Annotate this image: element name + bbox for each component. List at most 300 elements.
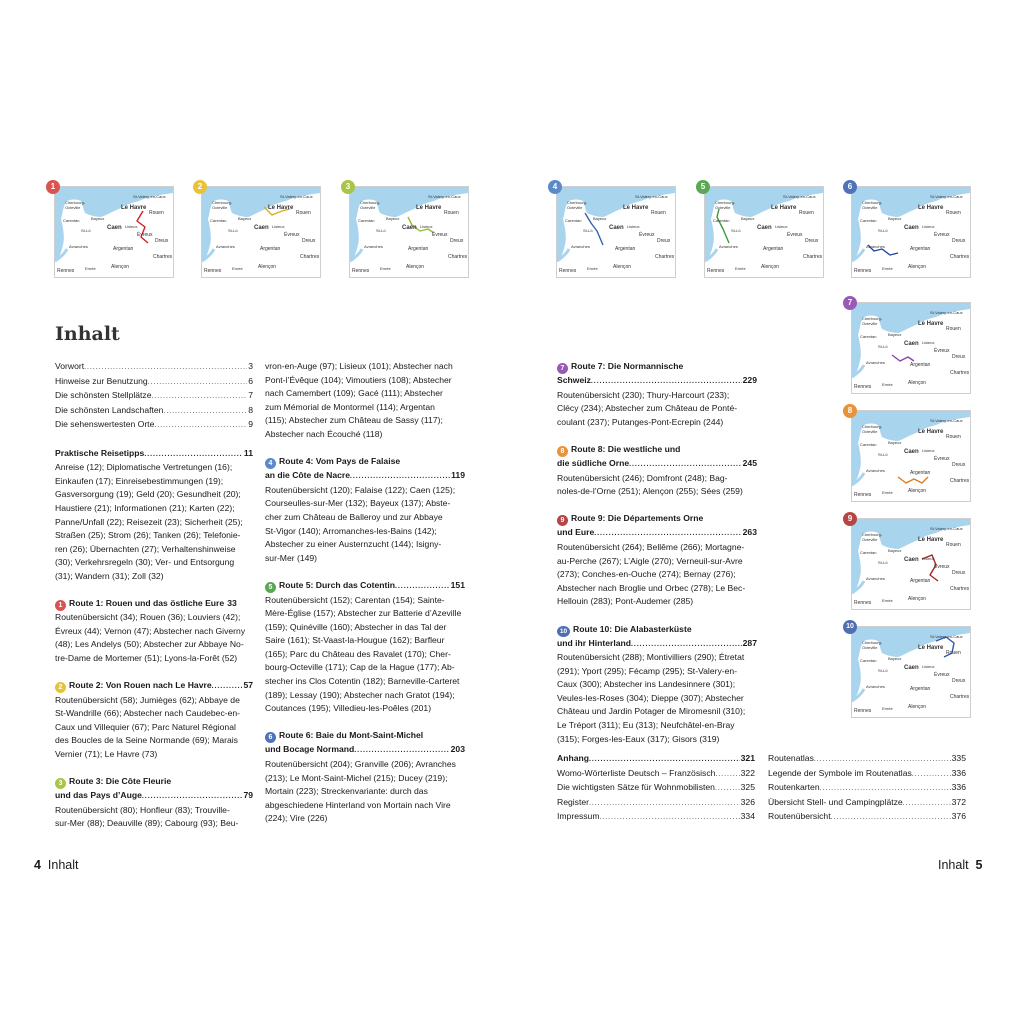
toc-entry[interactable]: Anhang . . . 321 xyxy=(557,752,755,767)
toc-detail-line: Coutances (195); Villedieu-les-Poêles (201) xyxy=(265,703,432,714)
map-town-label: St-Lô xyxy=(376,228,386,233)
map-town-label: St-Valery-en-Caux xyxy=(930,526,963,531)
map-town-label: Avranches xyxy=(866,360,885,365)
page-number-right: 5 xyxy=(975,858,983,872)
toc-detail-line: (165); Parc du Château des Ravalet (170); Cher- xyxy=(265,648,451,659)
route-7-badge: 7 xyxy=(557,363,568,374)
map-town-label: Alençon xyxy=(406,264,425,270)
map-town-label: Alençon xyxy=(761,264,780,270)
map-town-label: Rouen xyxy=(946,542,961,548)
toc-detail-line: Abstecher zu einer Austernzucht (144); Isigny- xyxy=(265,539,442,550)
toc-appendix xyxy=(557,752,755,825)
toc-detail-line: des Boucles de la Seine Normande (69); Marais xyxy=(55,735,238,746)
map-town-label: Le Havre xyxy=(918,429,944,435)
route-4-badge: 4 xyxy=(265,458,276,469)
toc-detail-line: Château und Jardin Potager de Miromesnil (310); xyxy=(557,706,746,717)
map-town-label: St-Valery-en-Caux xyxy=(133,194,166,199)
toc-entry[interactable]: Die wichtigsten Sätze für Wohnmobilisten . . . 325 xyxy=(557,781,755,796)
toc-detail-line: (213); Le Mont-Saint-Michel (215); Ducey (219); xyxy=(265,772,448,783)
map-town-label: Avranches xyxy=(571,244,590,249)
toc-detail-line: Routenübersicht (264); Bellême (266); Mortagne- xyxy=(557,541,745,552)
toc-entry-route-5[interactable]: 5 Route 5: Durch das Cotentin . . . 151 xyxy=(265,579,465,594)
toc-entry[interactable]: Register . . . 326 xyxy=(557,796,755,811)
map-town-label: Lisieux xyxy=(922,664,935,669)
map-town-label: Lisieux xyxy=(272,224,285,229)
map-town-label: Rouen xyxy=(444,210,459,216)
route-number-badge: 6 xyxy=(843,180,857,194)
map-town-label: Le Havre xyxy=(918,205,944,211)
map-town-label: Rouen xyxy=(946,434,961,440)
map-town-label: Bayeux xyxy=(386,216,400,221)
route-9-badge: 9 xyxy=(557,515,568,526)
toc-detail-line: cher zum Château de Balleroy und zur Abbaye xyxy=(265,511,443,522)
route-number-badge: 10 xyxy=(843,620,857,634)
toc-entry[interactable]: Die schönsten Stellplätze . . . 7 xyxy=(55,389,253,404)
map-town-label: Dreux xyxy=(155,238,169,244)
toc-detail-line: au-Perche (267); L’Aigle (270); Verneuil-sur-Avre xyxy=(557,555,743,566)
map-town-label: Bayeux xyxy=(741,216,755,221)
toc-detail-line: (189); Lessay (190); Abstecher nach Gratot (194); xyxy=(265,689,455,700)
map-town-label: Rennes xyxy=(854,600,872,606)
map-town-label: Dreux xyxy=(952,238,966,244)
map-town-label: Alençon xyxy=(908,380,927,386)
map-town-label: Argentan xyxy=(910,578,931,584)
toc-detail-line: ren (26); Übernachten (27); Verhaltenshinweise xyxy=(55,543,236,554)
map-town-label: Le Havre xyxy=(918,645,944,651)
map-town-label: St-Lô xyxy=(228,228,238,233)
route-map-thumbnail[interactable] xyxy=(851,302,971,394)
toc-detail-line: Caux (300); Abstecher ins Landesinnere (301); xyxy=(557,679,736,690)
toc-entry[interactable]: Routenübersicht . . . 376 xyxy=(768,810,966,825)
map-town-label: Caen xyxy=(757,225,772,231)
map-town-label: Avranches xyxy=(69,244,88,249)
toc-entry[interactable]: Impressum . . . 334 xyxy=(557,810,755,825)
toc-entry-route-8[interactable]: 8 Route 8: Die westliche und xyxy=(557,443,757,457)
page-number-left: 4 xyxy=(34,858,41,872)
map-town-label: Dreux xyxy=(952,462,966,468)
map-town-label: Bayeux xyxy=(888,656,902,661)
map-town-label: St-Lô xyxy=(878,560,888,565)
map-town-label: Avranches xyxy=(866,244,885,249)
route-6-badge: 6 xyxy=(265,732,276,743)
route-map-thumbnail[interactable] xyxy=(349,186,469,278)
map-town-label: St-Lô xyxy=(878,668,888,673)
toc-detail-line: Mortain (223); Streckenvariante: durch das xyxy=(265,786,428,797)
map-town-label: Avranches xyxy=(866,684,885,689)
map-town-label: St-Lô xyxy=(878,344,888,349)
map-town-label: Octeville xyxy=(862,645,878,650)
map-town-label: Rouen xyxy=(651,210,666,216)
toc-detail-line: (30); Verkehrsregeln (30); Ver- und Entsorgung xyxy=(55,557,235,568)
map-town-label: Caen xyxy=(609,225,624,231)
map-town-label: St-Valery-en-Caux xyxy=(783,194,816,199)
map-town-label: Chartres xyxy=(950,478,970,484)
route-map-thumbnail[interactable] xyxy=(704,186,824,278)
toc-detail-line: Routenübersicht (120); Falaise (122); Caen (125); xyxy=(265,484,456,495)
route-8-badge: 8 xyxy=(557,446,568,457)
map-town-label: Chartres xyxy=(448,254,468,260)
toc-detail-line: sur-Mer (88); Deauville (89); Cabourg (93); Beu- xyxy=(55,818,239,829)
map-town-label: St-Lô xyxy=(583,228,593,233)
route-number-badge: 3 xyxy=(341,180,355,194)
toc-detail-line: Pont-l’Évêque (104); Vimoutiers (108); Abstecher xyxy=(265,374,452,385)
toc-detail-line: Saire (161); St-Vaast-la-Hougue (162); Barfleur xyxy=(265,635,445,646)
toc-detail-line: Routenübersicht (288); Montivilliers (290); Étretat xyxy=(557,652,745,663)
map-town-label: Dreux xyxy=(952,678,966,684)
toc-detail-line: Courseulles-sur-Mer (132); Bayeux (137); Abste- xyxy=(265,498,451,509)
map-town-label: Alençon xyxy=(908,704,927,710)
toc-detail-line: Routenübersicht (58); Jumièges (62); Abbaye de xyxy=(55,694,240,705)
map-town-label: Lisieux xyxy=(922,556,935,561)
route-number-badge: 2 xyxy=(193,180,207,194)
toc-detail-line: (273); Conches-en-Ouche (274); Bernay (276); xyxy=(557,569,736,580)
toc-detail-line: bourg-Octeville (171); Cap de la Hague (177); Ab- xyxy=(265,662,455,673)
toc-entry-route-7[interactable]: 7 Route 7: Die Normannische xyxy=(557,360,757,374)
toc-entry[interactable]: Hinweise zur Benutzung . . . 6 xyxy=(55,375,253,390)
map-town-label: Avranches xyxy=(364,244,383,249)
map-town-label: Cherbourg- xyxy=(715,200,736,205)
map-town-label: Chartres xyxy=(950,586,970,592)
map-town-label: Carentan xyxy=(210,218,227,223)
toc-detail-line: Routenübersicht (80); Honfleur (83); Trouville- xyxy=(55,804,230,815)
map-town-label: St-Valery-en-Caux xyxy=(930,634,963,639)
map-town-label: Évreux xyxy=(639,232,655,238)
toc-detail-line: Routenübersicht (204); Granville (206); Avranches xyxy=(265,759,456,770)
map-town-label: Dreux xyxy=(805,238,819,244)
map-town-label: Alençon xyxy=(908,488,927,494)
toc-detail-line: stecher ins Clos Cotentin (182); Barneville-Carteret xyxy=(265,676,460,687)
toc-detail-line: (159); Quinéville (160); Abstecher in das Tal der xyxy=(265,621,447,632)
toc-entry[interactable]: Routenatlas . . . 335 xyxy=(768,752,966,767)
map-town-label: Rouen xyxy=(946,650,961,656)
map-town-label: Carentan xyxy=(565,218,582,223)
toc-detail-line: Hellouin (283); Pont-Audemer (285) xyxy=(557,596,694,607)
toc-entry-route-4[interactable]: 4 Route 4: Vom Pays de Falaise xyxy=(265,455,465,469)
map-town-label: Octeville xyxy=(65,205,81,210)
map-town-label: Rennes xyxy=(854,384,872,390)
map-town-label: Bayeux xyxy=(888,440,902,445)
toc-detail-line: (291); Yport (295); Fécamp (295); St-Valery-en- xyxy=(557,665,738,676)
map-town-label: Cherbourg- xyxy=(65,200,86,205)
map-town-label: Rouen xyxy=(296,210,311,216)
map-town-label: Cherbourg- xyxy=(862,424,883,429)
map-town-label: Argentan xyxy=(763,246,784,252)
map-town-label: Lisieux xyxy=(922,448,935,453)
map-town-label: Ernée xyxy=(735,266,746,271)
map-town-label: Bayeux xyxy=(888,216,902,221)
map-town-label: Ernée xyxy=(882,382,893,387)
map-town-label: Rouen xyxy=(946,210,961,216)
toc-entry-route-1[interactable]: 1 Route 1: Rouen und das östliche Eure 33 xyxy=(55,597,253,611)
toc-detail-line: coulant (237); Putanges-Pont-Ecrepin (244) xyxy=(557,416,724,427)
map-town-label: Bayeux xyxy=(91,216,105,221)
map-town-label: Bayeux xyxy=(593,216,607,221)
map-town-label: Carentan xyxy=(358,218,375,223)
toc-detail-line: Abstecher nach Écouché (118) xyxy=(265,428,383,439)
map-town-label: Ernée xyxy=(882,490,893,495)
map-town-label: Avranches xyxy=(866,576,885,581)
toc-entry-route-10[interactable]: 10 Route 10: Die Alabasterküste xyxy=(557,623,757,637)
map-town-label: Chartres xyxy=(153,254,173,260)
toc-entry[interactable]: Die sehenswertesten Orte . . . 9 xyxy=(55,418,253,433)
map-town-label: Lisieux xyxy=(775,224,788,229)
map-town-label: Rennes xyxy=(204,268,222,274)
toc-entry-route-6[interactable]: 6 Route 6: Baie du Mont-Saint-Michel xyxy=(265,729,465,743)
map-town-label: Dreux xyxy=(450,238,464,244)
map-town-label: Le Havre xyxy=(121,205,147,211)
map-town-label: Rennes xyxy=(559,268,577,274)
map-town-label: Alençon xyxy=(613,264,632,270)
toc-detail-line: Routenübersicht (34); Rouen (36); Louviers (42); xyxy=(55,612,241,623)
route-number-badge: 5 xyxy=(696,180,710,194)
map-town-label: Avranches xyxy=(866,468,885,473)
toc-entry-reisetipps[interactable]: Praktische Reisetipps . . . 11 xyxy=(55,447,253,462)
toc-detail-line: abgeschiedene Hinterland von Mortain nach Vire xyxy=(265,799,451,810)
route-number-badge: 7 xyxy=(843,296,857,310)
toc-detail-line: Routenübersicht (230); Thury-Harcourt (233); xyxy=(557,389,730,400)
map-town-label: Caen xyxy=(402,225,417,231)
route-2-badge: 2 xyxy=(55,682,66,693)
map-town-label: Le Havre xyxy=(416,205,442,211)
map-town-label: Évreux xyxy=(137,232,153,238)
map-town-label: Le Havre xyxy=(623,205,649,211)
toc-detail-line: (31); Wandern (31); Zoll (32) xyxy=(55,570,164,581)
toc-entry-route-9[interactable]: 9 Route 9: Die Départements Orne xyxy=(557,512,757,526)
map-town-label: Caen xyxy=(904,449,919,455)
map-town-label: Argentan xyxy=(408,246,429,252)
map-town-label: St-Valery-en-Caux xyxy=(930,194,963,199)
toc-detail-line: Veules-les-Roses (304); Dieppe (307); Abstecher xyxy=(557,692,744,703)
toc-detail-line: Routenübersicht (152); Carentan (154); Sainte- xyxy=(265,594,445,605)
toc-detail-line: Anreise (12); Diplomatische Vertretungen (16); xyxy=(55,462,233,473)
toc-entry-route-3[interactable]: 3 Route 3: Die Côte Fleurie xyxy=(55,775,253,789)
toc-entry-route-2[interactable]: 2 Route 2: Von Rouen nach Le Havre . . . 57 xyxy=(55,679,253,694)
map-town-label: Dreux xyxy=(302,238,316,244)
toc-entry[interactable]: Legende der Symbole im Routenatlas . . . 336 xyxy=(768,767,966,782)
map-town-label: Caen xyxy=(904,665,919,671)
map-town-label: Alençon xyxy=(908,596,927,602)
map-town-label: Rennes xyxy=(57,268,75,274)
toc-column-4 xyxy=(768,752,966,825)
route-10-badge: 10 xyxy=(557,626,570,637)
map-town-label: Chartres xyxy=(300,254,320,260)
toc-detail-line: Straßen (25); Strom (26); Tanken (26); Telefonie- xyxy=(55,530,241,541)
map-town-label: Argentan xyxy=(910,686,931,692)
map-town-label: Ernée xyxy=(587,266,598,271)
map-town-label: Caen xyxy=(904,225,919,231)
toc-detail-line: Panne/Unfall (22); Reisezeit (23); Sicherheit (25); xyxy=(55,516,243,527)
map-town-label: Cherbourg- xyxy=(862,640,883,645)
map-town-label: Lisieux xyxy=(125,224,138,229)
map-town-label: St-Lô xyxy=(878,452,888,457)
map-town-label: Rennes xyxy=(854,492,872,498)
map-town-label: Chartres xyxy=(950,694,970,700)
map-town-label: Bayeux xyxy=(238,216,252,221)
map-town-label: Rennes xyxy=(854,268,872,274)
footer-right xyxy=(938,858,983,872)
toc-entry[interactable]: Die schönsten Landschaften . . . 8 xyxy=(55,404,253,419)
toc-detail-line: Clécy (234); Abstecher zum Château de Ponté- xyxy=(557,403,738,414)
map-town-label: Octeville xyxy=(567,205,583,210)
map-town-label: Ernée xyxy=(882,266,893,271)
map-town-label: St-Valery-en-Caux xyxy=(635,194,668,199)
route-map-thumbnail[interactable] xyxy=(851,518,971,610)
map-town-label: Carentan xyxy=(63,218,80,223)
map-town-label: Ernée xyxy=(85,266,96,271)
map-town-label: Octeville xyxy=(862,429,878,434)
toc-detail-line: Routenübersicht (246); Domfront (248); Bag- xyxy=(557,472,728,483)
map-town-label: Alençon xyxy=(111,264,130,270)
toc-detail-line: (115); Abstecher zum Château de Sassy (117); xyxy=(265,415,443,426)
map-town-label: Le Havre xyxy=(268,205,294,211)
map-town-label: Argentan xyxy=(260,246,281,252)
toc-detail-line: Mère-Église (157); Abstecher zur Batterie d’Azeville xyxy=(265,608,462,619)
map-town-label: Chartres xyxy=(950,370,970,376)
map-town-label: Rouen xyxy=(799,210,814,216)
toc-detail-line: nach Camembert (109); Gacé (111); Abstecher xyxy=(265,388,443,399)
map-town-label: Alençon xyxy=(908,264,927,270)
route-map-thumbnail[interactable] xyxy=(201,186,321,278)
map-town-label: Évreux xyxy=(934,456,950,462)
toc-detail-line: sur-Mer (149) xyxy=(265,552,318,563)
map-town-label: Chartres xyxy=(950,254,970,260)
map-town-label: Rennes xyxy=(707,268,725,274)
map-town-label: Lisieux xyxy=(420,224,433,229)
map-town-label: Carentan xyxy=(860,218,877,223)
toc-column-3: 7 Route 7: Die Normannische Schweiz . . . 229 Routenübersicht (230); Thury-Harcourt (233); Clécy (234); Abstecher zum Château de Ponté- coulant (237); Putanges-Pont-Ecrepin (244) 8 Route 8: Die westliche und die südliche Orne . . . 245 Routenübersicht (246); Domfront (248); Bag- noles-de-l’Orne (251); Alençon (255); Sées (259) 9 Route 9: Die Départements Orne und Eure . . . 263 Routenübersicht (264); Bellême (266); Mortagne- au-Perche (267); L’Aigle (270); Verneuil-sur-Avre (273); Conches-en-Ouche (274); Bernay (276); Abstecher nach Broglie und Orbec (278); Le Bec- Hellouin (283); Pont-Audemer (285) 10 Route 10: Die Alabasterküste und ihr Hinterland . . . 287 Routenübersicht (288); Montivilliers (290); Étretat (291); Yport (295); Fécamp (295); St-Valery-en- Caux (300); Abstecher ins Landesinnere (301); Veules-les-Roses (304); Dieppe (307); Abstecher Château und Jardin Potager de Miromesnil (310); Le Tréport (311); Eu (313); Neufchâtel-en-Bray (315); Forges-les-Eaux (317); Gisors (319) xyxy=(557,360,757,746)
map-town-label: Le Havre xyxy=(771,205,797,211)
toc-entry[interactable]: Vorwort . . . 3 xyxy=(55,360,253,375)
route-map-thumbnail[interactable] xyxy=(556,186,676,278)
map-town-label: St-Valery-en-Caux xyxy=(930,418,963,423)
toc-entry[interactable]: Womo-Wörterliste Deutsch – Französisch . . . 322 xyxy=(557,767,755,782)
map-town-label: Bayeux xyxy=(888,332,902,337)
toc-detail-line: Einkaufen (17); Einreisebestimmungen (19); xyxy=(55,475,224,486)
map-town-label: Dreux xyxy=(657,238,671,244)
map-town-label: Carentan xyxy=(860,334,877,339)
map-town-label: Ernée xyxy=(232,266,243,271)
map-town-label: Carentan xyxy=(860,442,877,447)
map-town-label: Bayeux xyxy=(888,548,902,553)
map-town-label: Ernée xyxy=(882,598,893,603)
route-map-thumbnail[interactable] xyxy=(851,186,971,278)
map-town-label: Cherbourg- xyxy=(212,200,233,205)
route-number-badge: 1 xyxy=(46,180,60,194)
map-town-label: Octeville xyxy=(212,205,228,210)
map-town-label: Argentan xyxy=(910,470,931,476)
map-town-label: Évreux xyxy=(934,672,950,678)
map-town-label: Carentan xyxy=(713,218,730,223)
map-town-label: St-Valery-en-Caux xyxy=(280,194,313,199)
route-number-badge: 9 xyxy=(843,512,857,526)
toc-detail-line: (48); Les Andelys (50); Abstecher zur Abbaye No- xyxy=(55,639,244,650)
map-town-label: Évreux xyxy=(934,232,950,238)
running-head-left: Inhalt xyxy=(47,858,79,872)
footer-left xyxy=(34,858,79,872)
map-town-label: Lisieux xyxy=(627,224,640,229)
toc-detail-line: vron-en-Auge (97); Lisieux (101); Abstecher nach xyxy=(265,361,453,371)
map-town-label: Caen xyxy=(254,225,269,231)
map-town-label: Dreux xyxy=(952,570,966,576)
map-town-label: Chartres xyxy=(655,254,675,260)
toc-detail-line: St-Wandrille (66); Abstecher nach Caudebec-en- xyxy=(55,708,241,719)
toc-detail-line: Vernier (71); Le Havre (73) xyxy=(55,749,158,760)
map-town-label: Alençon xyxy=(258,264,277,270)
map-town-label: Rouen xyxy=(946,326,961,332)
map-town-label: St-Lô xyxy=(731,228,741,233)
map-town-label: Caen xyxy=(904,557,919,563)
map-town-label: Rouen xyxy=(149,210,164,216)
route-5-badge: 5 xyxy=(265,582,276,593)
toc-detail-line: Évreux (44); Vernon (47); Abstecher nach Giverny xyxy=(55,625,246,636)
toc-column-1: Vorwort . . . 3 Hinweise zur Benutzung . . . 6 Die schönsten Stellplätze . . . 7 Die schönsten Landschaften . . . 8 Die sehenswertesten Orte . . . 9 Praktische Reisetipps . . . 11 Anreise (12); Diplomatische Vertretungen (16); Einkaufen (17); Einreisebestimmungen (19); Gasversorgung (19); Geld (20); Gesundheit (20); Haustiere (21); Informationen (21); Karten (22); Panne/Unfall (22); Reisezeit (23); Sicherheit (25); Straßen (25); Strom (26); Tanken (26); Telefonie- ren (26); Übernachten (27); Verhaltenshinweise (30); Verkehrsregeln (30); Ver- und Entsorgung (31); Wandern (31); Zoll (32) 1 Route 1: Rouen und das östliche Eure 33 Routenübersicht (34); Rouen (36); Louviers (42); Évreux (44); Vernon (47); Abstecher nach Giverny (48); Les Andelys (50); Abstecher zur Abbaye No- tre-Dame de Mortemer (51); Lyons-la-Forêt (52) 2 Route 2: Von Rouen nach Le Havre . . . 57 Routenübersicht (58); Jumièges (62); Abbaye de St-Wandrille (66); Abstecher nach Caudebec-en- Caux und Villequier (67); Parc Naturel Régional des Boucles de la Seine Normande (69); Marais Vernier (71); Le Havre (73) 3 Route 3: Die Côte Fleurie und das Pays d’Auge . . . 79 Routenübersicht (80); Honfleur (83); Trouville- sur-Mer (88); Deauville (89); Cabourg (93); Beu- xyxy=(55,360,253,831)
route-map-thumbnail[interactable] xyxy=(54,186,174,278)
map-town-label: Octeville xyxy=(862,537,878,542)
route-map-thumbnail[interactable] xyxy=(851,410,971,502)
toc-detail-line: Haustiere (21); Informationen (21); Karten (22); xyxy=(55,502,235,513)
toc-detail-line: noles-de-l’Orne (251); Alençon (255); Sées (259) xyxy=(557,486,743,497)
toc-detail-line: tre-Dame de Mortemer (51); Lyons-la-Forêt (52) xyxy=(55,652,238,663)
running-head-right: Inhalt xyxy=(938,858,969,872)
map-town-label: Cherbourg- xyxy=(360,200,381,205)
map-town-label: Cherbourg- xyxy=(862,316,883,321)
page-title: Inhalt xyxy=(55,323,120,345)
map-town-label: Chartres xyxy=(803,254,823,260)
map-town-label: Caen xyxy=(904,341,919,347)
map-town-label: Carentan xyxy=(860,658,877,663)
route-number-badge: 4 xyxy=(548,180,562,194)
map-town-label: Lisieux xyxy=(922,340,935,345)
map-town-label: Cherbourg- xyxy=(862,200,883,205)
map-town-label: Dreux xyxy=(952,354,966,360)
map-town-label: Argentan xyxy=(910,246,931,252)
map-town-label: Le Havre xyxy=(918,321,944,327)
map-town-label: Le Havre xyxy=(918,537,944,543)
map-town-label: Rennes xyxy=(352,268,370,274)
map-town-label: Caen xyxy=(107,225,122,231)
map-town-label: Rennes xyxy=(854,708,872,714)
toc-entry[interactable]: Übersicht Stell- und Campingplätze . . . 372 xyxy=(768,796,966,811)
map-town-label: Évreux xyxy=(787,232,803,238)
map-town-label: Ernée xyxy=(380,266,391,271)
map-town-label: St-Lô xyxy=(81,228,91,233)
map-town-label: St-Valery-en-Caux xyxy=(930,310,963,315)
map-town-label: Évreux xyxy=(934,564,950,570)
map-town-label: Évreux xyxy=(432,232,448,238)
toc-detail-line: (224); Vire (226) xyxy=(265,813,328,824)
map-town-label: Avranches xyxy=(216,244,235,249)
toc-detail-line: Le Tréport (311); Eu (313); Neufchâtel-en-Bray xyxy=(557,720,735,731)
map-town-label: Octeville xyxy=(360,205,376,210)
map-town-label: Octeville xyxy=(715,205,731,210)
map-town-label: Cherbourg- xyxy=(862,532,883,537)
map-town-label: Octeville xyxy=(862,205,878,210)
map-town-label: Octeville xyxy=(862,321,878,326)
toc-detail-line: Gasversorgung (19); Geld (20); Gesundheit (20); xyxy=(55,489,241,500)
toc-detail-line: St-Vigor (140); Arromanches-les-Bains (142); xyxy=(265,525,437,536)
map-town-label: St-Lô xyxy=(878,228,888,233)
map-town-label: Ernée xyxy=(882,706,893,711)
toc-entry[interactable]: Routenkarten . . . 336 xyxy=(768,781,966,796)
toc-detail-line: Caux und Villequier (67); Parc Naturel Régional xyxy=(55,721,236,732)
map-town-label: Carentan xyxy=(860,550,877,555)
map-town-label: Avranches xyxy=(719,244,738,249)
toc-detail-line: (315); Forges-les-Eaux (317); Gisors (319) xyxy=(557,733,720,744)
route-3-badge: 3 xyxy=(55,778,66,789)
map-town-label: Argentan xyxy=(910,362,931,368)
route-map-thumbnail[interactable] xyxy=(851,626,971,718)
map-town-label: Argentan xyxy=(113,246,134,252)
